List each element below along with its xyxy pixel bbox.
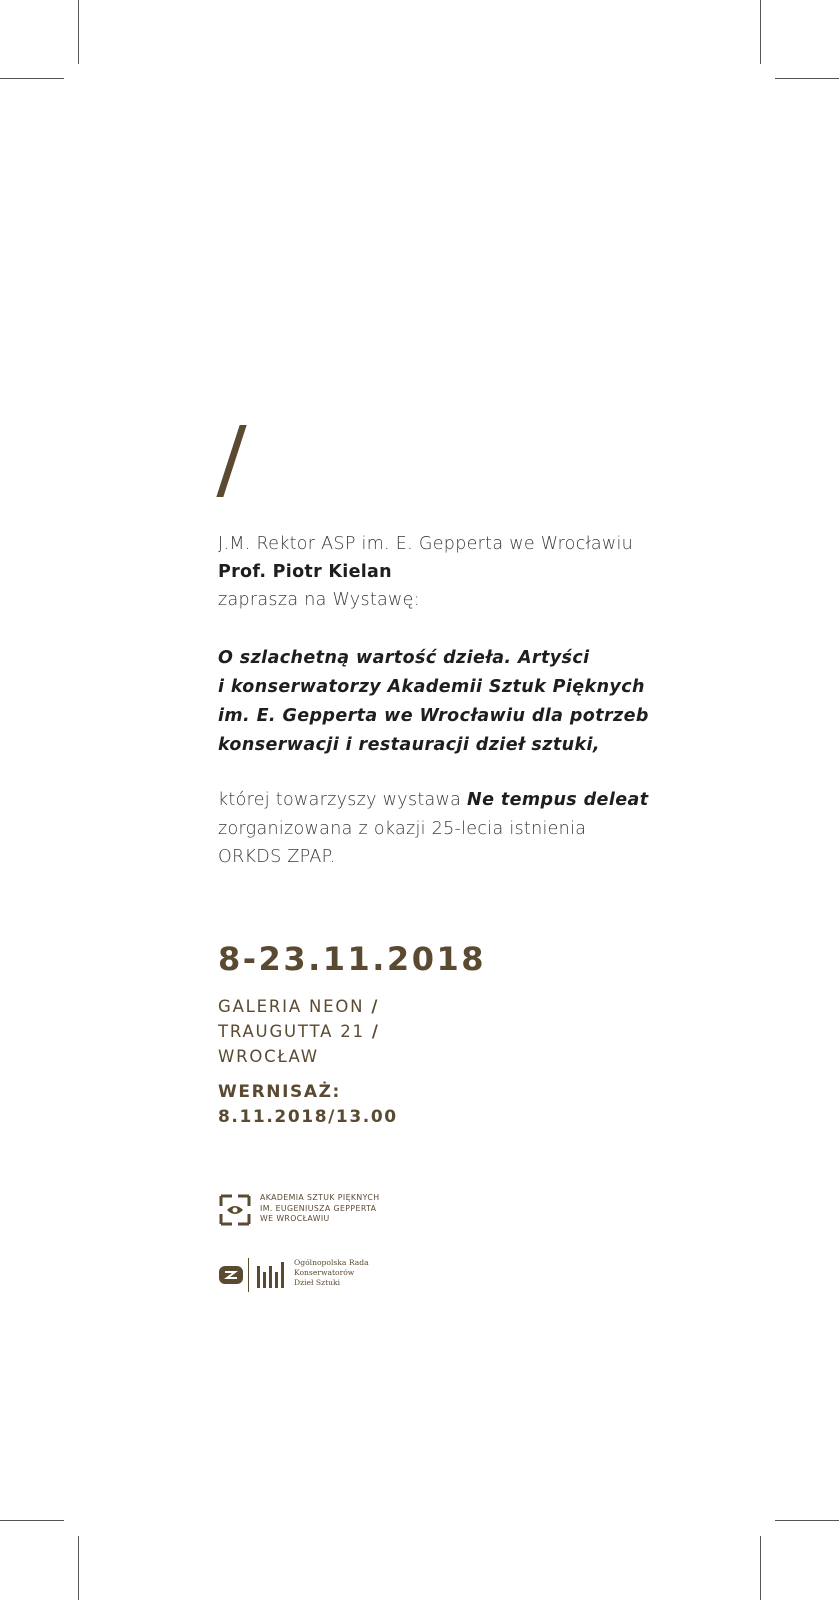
crop-mark — [775, 78, 839, 79]
accompany-line-2: zorganizowana z okazji 25-lecia istnienia — [218, 819, 587, 839]
vernissage — [218, 1080, 398, 1130]
asp-emblem-icon — [218, 1192, 252, 1228]
slash-graphic — [216, 425, 246, 497]
exhibition-title-line: im. E. Gepperta we Wrocławiu dla potrzeb — [218, 706, 649, 726]
orkds-logo — [218, 1258, 458, 1298]
crop-mark — [78, 1536, 79, 1600]
accompany-title: Ne tempus deleat — [467, 790, 649, 810]
logo-divider — [248, 1258, 249, 1292]
exhibition-title-line: O szlachetną wartość dzieła. Artyści — [218, 648, 590, 668]
crop-mark — [0, 78, 64, 79]
host-name: Prof. Piotr Kielan — [218, 562, 392, 582]
crop-mark — [760, 0, 761, 64]
crop-mark — [78, 0, 79, 64]
accompany-line — [218, 786, 778, 815]
crop-mark — [775, 1520, 839, 1521]
venue-street: TRAUGUTTA 21 — [218, 1022, 365, 1041]
venue-name: GALERIA NEON — [218, 997, 365, 1016]
asp-text: AKADEMIA SZTUK PIĘKNYCH IM. EUGENIUSZA GEPPERTA WE WROCŁAWIU — [260, 1193, 380, 1223]
exhibition-title-line: konserwacji i restauracji dzieł sztuki, — [218, 735, 600, 755]
orkds-columns-icon — [256, 1260, 286, 1290]
accompany-line-3: ORKDS ZPAP. — [218, 847, 336, 867]
exhibition-date: 8-23.11.2018 — [218, 940, 486, 978]
invites-line: zaprasza na Wystawę: — [218, 590, 420, 610]
host-line: J.M. Rektor ASP im. E. Gepperta we Wrocławiu — [218, 534, 634, 554]
crop-mark — [0, 1520, 64, 1521]
accompany-prefix: której towarzyszy wystawa — [218, 790, 468, 810]
separator: / — [371, 997, 380, 1016]
exhibition-title-line: i konserwatorzy Akademii Sztuk Pięknych — [218, 677, 645, 697]
venue-city: WROCŁAW — [218, 1047, 319, 1066]
invitation-text — [218, 530, 778, 871]
crop-mark — [760, 1536, 761, 1600]
venue-address — [218, 994, 380, 1069]
orkds-text: Ogólnopolska Rada Konserwatorów Dzieł Sztuki — [294, 1258, 369, 1287]
vernissage-datetime: 8.11.2018/13.00 — [218, 1107, 398, 1127]
zpap-emblem-icon — [218, 1262, 244, 1288]
separator: / — [371, 1022, 380, 1041]
vernissage-label: WERNISAŻ: — [218, 1082, 341, 1102]
asp-logo — [218, 1192, 458, 1232]
